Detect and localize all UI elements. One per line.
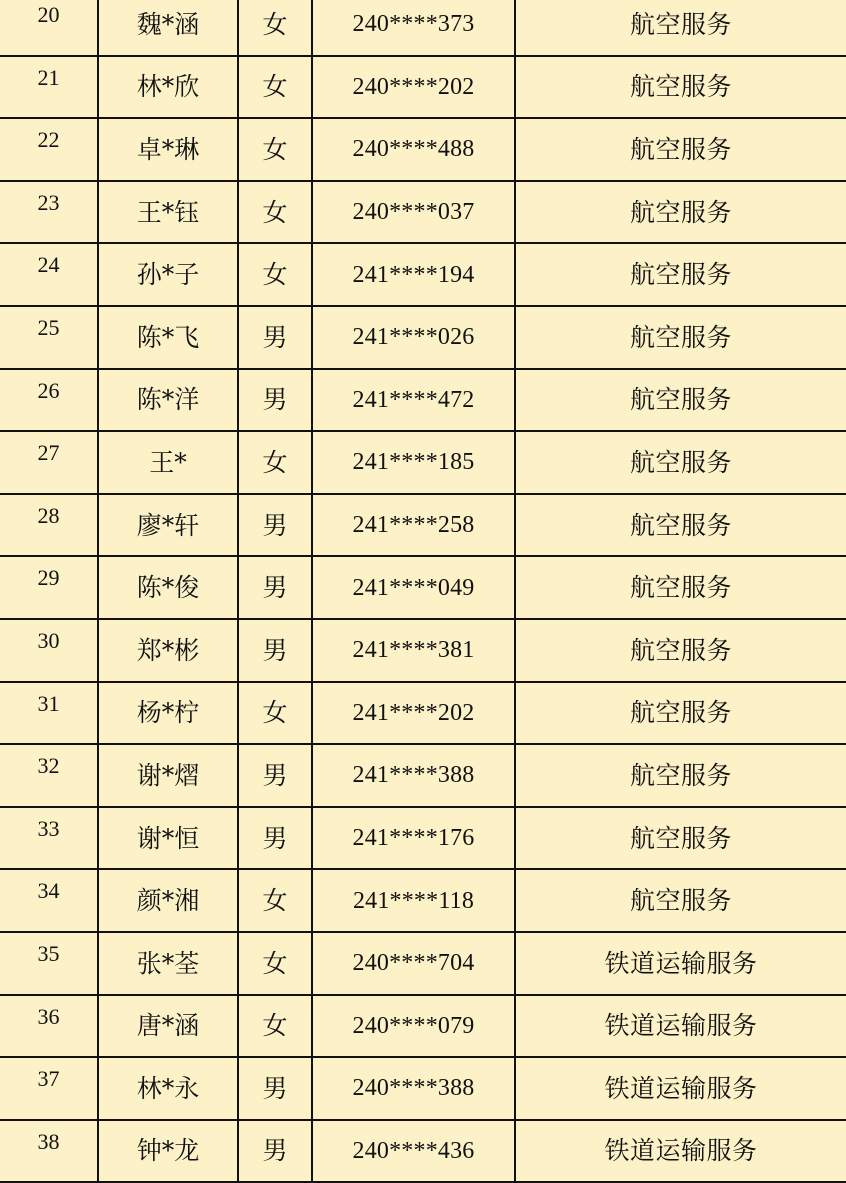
student-name: 王* (98, 431, 238, 494)
student-id: 241****194 (312, 243, 515, 306)
student-id: 241****202 (312, 682, 515, 745)
student-major: 铁道运输服务 (515, 1057, 846, 1120)
table-row (0, 744, 846, 807)
table-row (0, 306, 846, 369)
student-gender: 男 (238, 1057, 312, 1120)
student-gender: 女 (238, 869, 312, 932)
student-id: 240****202 (312, 56, 515, 119)
student-id: 240****388 (312, 1057, 515, 1120)
student-name: 唐*涵 (98, 995, 238, 1058)
table-row (0, 243, 846, 306)
student-name: 郑*彬 (98, 619, 238, 682)
student-gender: 男 (238, 807, 312, 870)
row-number: 31 (0, 682, 98, 745)
student-gender: 女 (238, 118, 312, 181)
student-major: 航空服务 (515, 431, 846, 494)
student-name: 谢*恒 (98, 807, 238, 870)
student-gender: 女 (238, 995, 312, 1058)
student-gender: 女 (238, 431, 312, 494)
student-major: 航空服务 (515, 369, 846, 432)
student-major: 航空服务 (515, 619, 846, 682)
student-name: 林*永 (98, 1057, 238, 1120)
student-gender: 男 (238, 744, 312, 807)
student-id: 241****185 (312, 431, 515, 494)
student-major: 航空服务 (515, 744, 846, 807)
row-number: 30 (0, 619, 98, 682)
row-number: 24 (0, 243, 98, 306)
student-name: 卓*琳 (98, 118, 238, 181)
table-row (0, 932, 846, 995)
student-name: 陈*洋 (98, 369, 238, 432)
student-gender: 男 (238, 306, 312, 369)
table-row (0, 869, 846, 932)
row-number: 35 (0, 932, 98, 995)
table-row (0, 556, 846, 619)
student-name: 孙*子 (98, 243, 238, 306)
row-number: 26 (0, 369, 98, 432)
student-major: 航空服务 (515, 494, 846, 557)
student-major: 航空服务 (515, 181, 846, 244)
row-number: 25 (0, 306, 98, 369)
row-number: 29 (0, 556, 98, 619)
student-gender: 女 (238, 682, 312, 745)
student-major: 航空服务 (515, 556, 846, 619)
student-id: 240****436 (312, 1120, 515, 1183)
student-gender: 男 (238, 556, 312, 619)
row-number: 21 (0, 56, 98, 119)
student-major: 铁道运输服务 (515, 932, 846, 995)
student-name: 廖*轩 (98, 494, 238, 557)
student-major: 航空服务 (515, 0, 846, 56)
row-number: 23 (0, 181, 98, 244)
table-row (0, 619, 846, 682)
student-name: 陈*俊 (98, 556, 238, 619)
student-id: 240****079 (312, 995, 515, 1058)
table-row (0, 0, 846, 56)
student-gender: 女 (238, 243, 312, 306)
student-id: 240****704 (312, 932, 515, 995)
table-row (0, 56, 846, 119)
student-gender: 女 (238, 181, 312, 244)
student-gender: 男 (238, 494, 312, 557)
student-gender: 女 (238, 0, 312, 56)
student-major: 航空服务 (515, 56, 846, 119)
student-gender: 男 (238, 369, 312, 432)
student-major: 铁道运输服务 (515, 995, 846, 1058)
student-id: 241****388 (312, 744, 515, 807)
student-major: 航空服务 (515, 869, 846, 932)
table-row (0, 995, 846, 1058)
row-number: 37 (0, 1057, 98, 1120)
student-name: 钟*龙 (98, 1120, 238, 1183)
student-gender: 男 (238, 619, 312, 682)
student-major: 铁道运输服务 (515, 1120, 846, 1183)
student-gender: 女 (238, 932, 312, 995)
student-name: 王*钰 (98, 181, 238, 244)
student-name: 张*荃 (98, 932, 238, 995)
row-number: 20 (0, 0, 98, 56)
student-gender: 男 (238, 1120, 312, 1183)
student-id: 241****472 (312, 369, 515, 432)
table-row (0, 1120, 846, 1183)
student-major: 航空服务 (515, 243, 846, 306)
table-row (0, 369, 846, 432)
student-id: 241****258 (312, 494, 515, 557)
student-major: 航空服务 (515, 306, 846, 369)
row-number: 34 (0, 869, 98, 932)
student-major: 航空服务 (515, 118, 846, 181)
row-number: 32 (0, 744, 98, 807)
student-major: 航空服务 (515, 807, 846, 870)
student-id: 240****373 (312, 0, 515, 56)
table-row (0, 431, 846, 494)
student-name: 魏*涵 (98, 0, 238, 56)
student-major: 航空服务 (515, 682, 846, 745)
student-name: 颜*湘 (98, 869, 238, 932)
row-number: 27 (0, 431, 98, 494)
row-number: 38 (0, 1120, 98, 1183)
row-number: 28 (0, 494, 98, 557)
row-number: 36 (0, 995, 98, 1058)
student-name: 陈*飞 (98, 306, 238, 369)
table-row (0, 682, 846, 745)
student-id: 241****176 (312, 807, 515, 870)
table-row (0, 118, 846, 181)
student-gender: 女 (238, 56, 312, 119)
table-row (0, 181, 846, 244)
student-id: 240****037 (312, 181, 515, 244)
student-name: 林*欣 (98, 56, 238, 119)
student-name: 谢*熠 (98, 744, 238, 807)
row-number: 22 (0, 118, 98, 181)
student-name: 杨*柠 (98, 682, 238, 745)
student-id: 241****026 (312, 306, 515, 369)
student-id: 241****381 (312, 619, 515, 682)
student-id: 240****488 (312, 118, 515, 181)
table-row (0, 1057, 846, 1120)
table-row (0, 494, 846, 557)
student-id: 241****118 (312, 869, 515, 932)
table-row (0, 807, 846, 870)
row-number: 33 (0, 807, 98, 870)
student-id: 241****049 (312, 556, 515, 619)
